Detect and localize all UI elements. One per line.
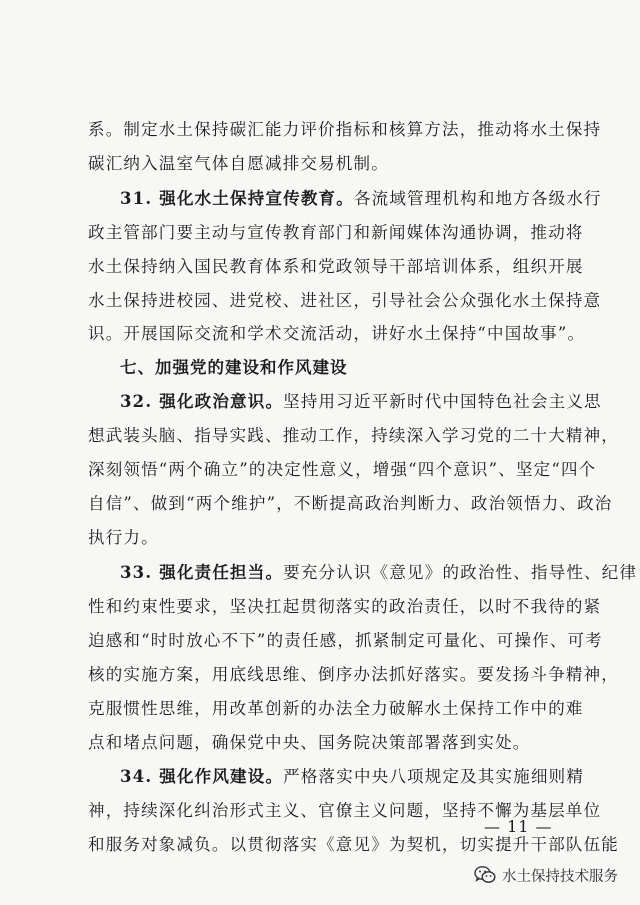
text-line: 系。制定水土保持碳汇能力评价指标和核算方法，推动将水土保持 — [88, 120, 602, 139]
page-number: — 11 — — [484, 817, 553, 836]
text-line: 克服惯性思维，用改革创新的办法全力破解水土保持工作中的难 — [88, 699, 584, 718]
text-line: 核的实施方案，用底线思维、倒序办法抓好落实。要发扬斗争精神， — [88, 665, 619, 684]
text-line: 严格落实中央八项规定及其实施细则精 — [283, 767, 585, 786]
watermark-text: 水土保持技术服务 — [502, 868, 618, 885]
text-line: 性和约束性要求，坚决扛起贯彻落实的政治责任，以时不我待的紧 — [88, 597, 602, 616]
text-line: 自信”、做到“两个维护”，不断提高政治判断力、政治领悟力、政治 — [88, 494, 613, 513]
paragraph-31-first-line — [120, 188, 602, 210]
text-line: 要充分认识《意见》的政治性、指导性、纪律 — [283, 563, 638, 582]
text-line: 点和堵点问题，确保党中央、国务院决策部署落到实处。 — [88, 733, 531, 752]
text-line: 和服务对象减负。以贯彻落实《意见》为契机，切实提升干部队伍能 — [88, 835, 619, 854]
text-line: 水土保持进校园、进党校、进社区，引导社会公众强化水土保持意 — [88, 291, 602, 310]
item-34-heading: 34. 强化作风建设。 — [120, 767, 284, 786]
text-line: 执行力。 — [88, 528, 159, 547]
text-line: 迫感和“时时放心不下”的责任感，抓紧制定可量化、可操作、可考 — [88, 631, 603, 650]
item-33-heading: 33. 强化责任担当。 — [120, 563, 284, 582]
text-line: 各流域管理机构和地方各级水行 — [353, 189, 602, 208]
text-line: 碳汇纳入温室气体自愿减排交易机制。 — [88, 154, 389, 173]
item-32-heading: 32. 强化政治意识。 — [120, 392, 284, 411]
wechat-icon — [474, 865, 496, 885]
item-31-heading: 31. 强化水土保持宣传教育。 — [120, 189, 354, 208]
text-line: 神，持续深化纠治形式主义、官僚主义问题，坚持不懈为基层单位 — [88, 801, 602, 820]
watermark — [474, 862, 618, 888]
text-line: 坚持用习近平新时代中国特色社会主义思 — [283, 392, 602, 411]
text-line: 识。开展国际交流和学术交流活动，讲好水土保持“中国故事”。 — [88, 324, 586, 343]
text-line: 水土保持纳入国民教育体系和党政领导干部培训体系，组织开展 — [88, 257, 584, 276]
paragraph-33-first-line — [120, 562, 638, 584]
text-line: 深刻领悟“两个确立”的决定性意义，增强“四个意识”、坚定“四个 — [88, 460, 597, 479]
paragraph-34-first-line — [120, 766, 585, 788]
text-line: 想武装头脑、指导实践、推动工作，持续深入学习党的二十大精神， — [88, 426, 619, 445]
text-line: 政主管部门要主动与宣传教育部门和新闻媒体沟通协调，推动将 — [88, 223, 584, 242]
section-title: 七、加强党的建设和作风建设 — [120, 358, 348, 377]
paragraph-32-first-line — [120, 391, 602, 413]
